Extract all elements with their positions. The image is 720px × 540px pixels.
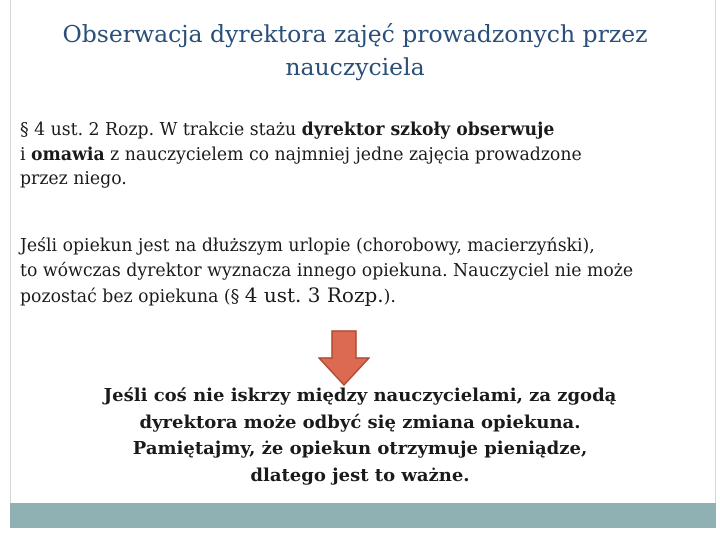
highlight-line-3: Pamiętajmy, że opiekun otrzymuje pieniądze, [132, 438, 588, 459]
slide-title [30, 18, 680, 84]
down-arrow-icon [318, 330, 370, 386]
p1-bold-2: omawia [31, 144, 105, 165]
p2-text-a: pozostać bez opiekuna (§ [20, 287, 245, 307]
p1-line-1 [20, 118, 700, 143]
p1-bold-1: dyrektor szkoły obserwuje [301, 120, 555, 140]
p1-text-2: i [20, 144, 32, 165]
highlight-note [20, 383, 700, 489]
p2-line-2: to wówczas dyrektor wyznacza innego opiekuna. Nauczyciel nie może [20, 260, 634, 281]
p2-line-1: Jeśli opiekun jest na dłuższym urlopie (chorobowy, macierzyński), [20, 236, 595, 256]
down-arrow-shape [319, 331, 369, 385]
highlight-line-2: dyrektora może odbyć się zmiana opiekuna. [139, 411, 581, 433]
p1-text-1: § 4 ust. 2 Rozp. W trakcie stażu [20, 120, 302, 140]
paragraph-internship-observation [20, 118, 700, 192]
p1-line-3: przez niego. [20, 169, 127, 189]
p1-text-3: z nauczycielem co najmniej jedne zajęcia prowadzone [104, 144, 582, 165]
p1-line-2 [20, 143, 700, 168]
title-line-1: Obserwacja dyrektora zajęć prowadzonych przez [62, 20, 648, 48]
p2-text-big: 4 ust. 3 Rozp. [244, 283, 384, 307]
highlight-line-1: Jeśli coś nie iskrzy między nauczycielami, za zgodą [103, 385, 617, 406]
p2-line-3 [20, 283, 700, 310]
title-line-2: nauczyciela [285, 53, 425, 81]
p2-text-b: ). [383, 287, 396, 307]
paragraph-mentor-leave [20, 234, 700, 310]
highlight-line-4: dlatego jest to ważne. [250, 464, 470, 486]
footer-bar [10, 503, 716, 528]
